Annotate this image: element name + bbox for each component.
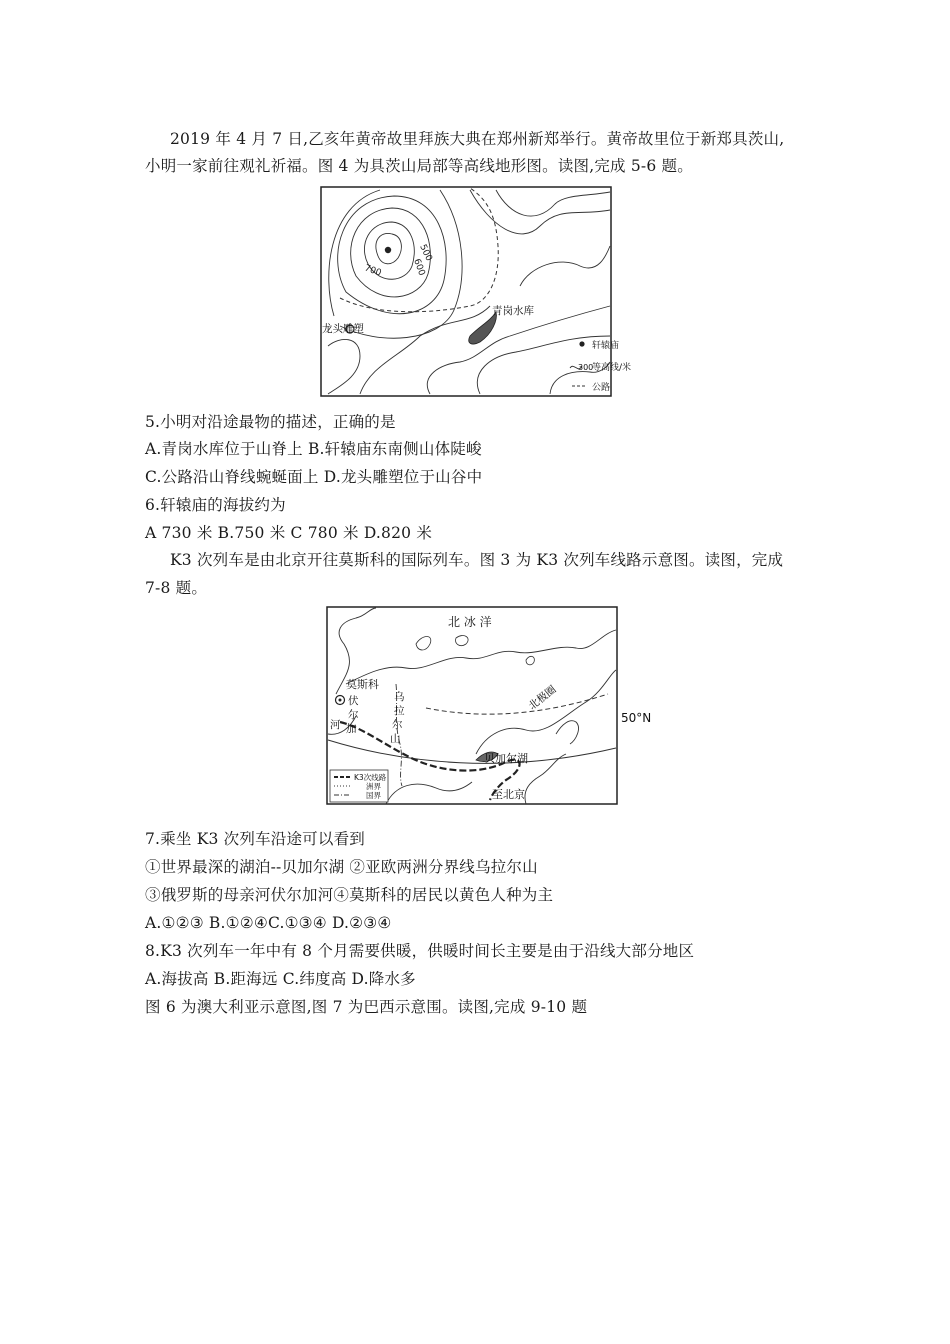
- legend-contour-value: 300: [578, 363, 594, 372]
- reservoir-label: 青岗水库: [492, 305, 534, 317]
- volga-river-label-3: 加: [346, 723, 357, 735]
- question-7-statements-1-2: ①世界最深的湖泊--贝加尔湖 ②亚欧两洲分界线乌拉尔山: [145, 858, 538, 876]
- question-6-stem: 6.轩辕庙的海拔约为: [145, 496, 286, 514]
- legend-contour: 等高线/米: [592, 363, 632, 373]
- question-5-stem: 5.小明对沿途最物的描述，正确的是: [145, 413, 396, 431]
- contour-label-700: 700: [362, 263, 383, 279]
- intro-text-line-1: 2019 年 4 月 7 日,乙亥年黄帝故里拜族大典在郑州新郑举行。黄帝故里位于新郑具茨山,: [170, 130, 785, 148]
- ural-mountains-label-1: 乌: [394, 691, 405, 703]
- intro-text-line-2: 小明一家前往观礼祈福。图 4 为具茨山局部等高线地形图。读图,完成 5-6 题。: [145, 157, 693, 175]
- question-7-options: A.①②③ B.①②④C.①③④ D.②③④: [145, 914, 392, 932]
- arctic-circle-label: 北极圈: [526, 683, 559, 713]
- legend-road: 公路: [592, 383, 611, 393]
- ural-mountains-label-4: 山: [390, 733, 401, 745]
- volga-river-label-1: 伏: [348, 695, 359, 707]
- question-8-options: A.海拔高 B.距海远 C.纬度高 D.降水多: [145, 970, 416, 988]
- islands: [416, 636, 534, 665]
- contour-label-500: 500: [417, 243, 434, 263]
- legend-temple-icon: [579, 341, 584, 346]
- latitude-50n-line: [328, 740, 616, 763]
- intro-2-line-2: 7-8 题。: [145, 579, 208, 597]
- question-8-stem: 8.K3 次列车一年中有 8 个月需要供暖，供暖时间长主要是由于沿线大部分地区: [145, 942, 695, 960]
- arctic-circle-line: [426, 694, 608, 714]
- question-5-options-ab: A.青岗水库位于山脊上 B.轩辕庙东南侧山体陡峻: [145, 440, 482, 458]
- baikal-lake-label: 贝加尔湖: [484, 752, 528, 765]
- ural-mountains-label-3: 尔: [392, 719, 403, 731]
- temple-marker: [385, 247, 391, 253]
- legend-route: K3次线路: [354, 773, 387, 782]
- sculpture-label: 龙头雕塑: [322, 323, 364, 335]
- volga-river-label-2: 尔: [348, 709, 359, 721]
- contour-map-figure-4: [320, 186, 632, 400]
- volga-river-label-4: 河: [330, 719, 341, 731]
- question-5-options-cd: C.公路沿山脊线蜿蜒面上 D.龙头雕塑位于山谷中: [145, 468, 483, 486]
- arctic-ocean-label: 北 冰 洋: [448, 615, 492, 629]
- legend-country: 国界: [366, 791, 381, 800]
- train-route-map-figure-3: [326, 604, 658, 806]
- map-frame: [321, 187, 611, 396]
- legend-continent: 洲界: [366, 782, 381, 791]
- latitude-50n-label: 50°N: [621, 711, 652, 725]
- moscow-label: 莫斯科: [346, 678, 379, 691]
- contour-label-600: 600: [411, 257, 427, 278]
- question-6-options: A 730 米 B.750 米 C 780 米 D.820 米: [145, 524, 433, 542]
- legend-temple: 轩辕庙: [592, 341, 620, 351]
- intro-3-line-1: 图 6 为澳大利亚示意图,图 7 为巴西示意围。读图,完成 9-10 题: [145, 998, 588, 1016]
- contour-lines: [328, 190, 610, 394]
- question-7-stem: 7.乘坐 K3 次列车沿途可以看到: [145, 830, 365, 848]
- question-7-statements-3-4: ③俄罗斯的母亲河伏尔加河④莫斯科的居民以黄色人种为主: [145, 886, 554, 904]
- to-beijing-label: 至北京: [492, 788, 525, 801]
- ural-mountains-label-2: 拉: [394, 705, 405, 717]
- moscow-marker-dot: [339, 699, 342, 702]
- intro-2-line-1: K3 次列车是由北京开往莫斯科的国际列车。图 3 为 K3 次列车线路示意图。读图，完成: [170, 551, 784, 569]
